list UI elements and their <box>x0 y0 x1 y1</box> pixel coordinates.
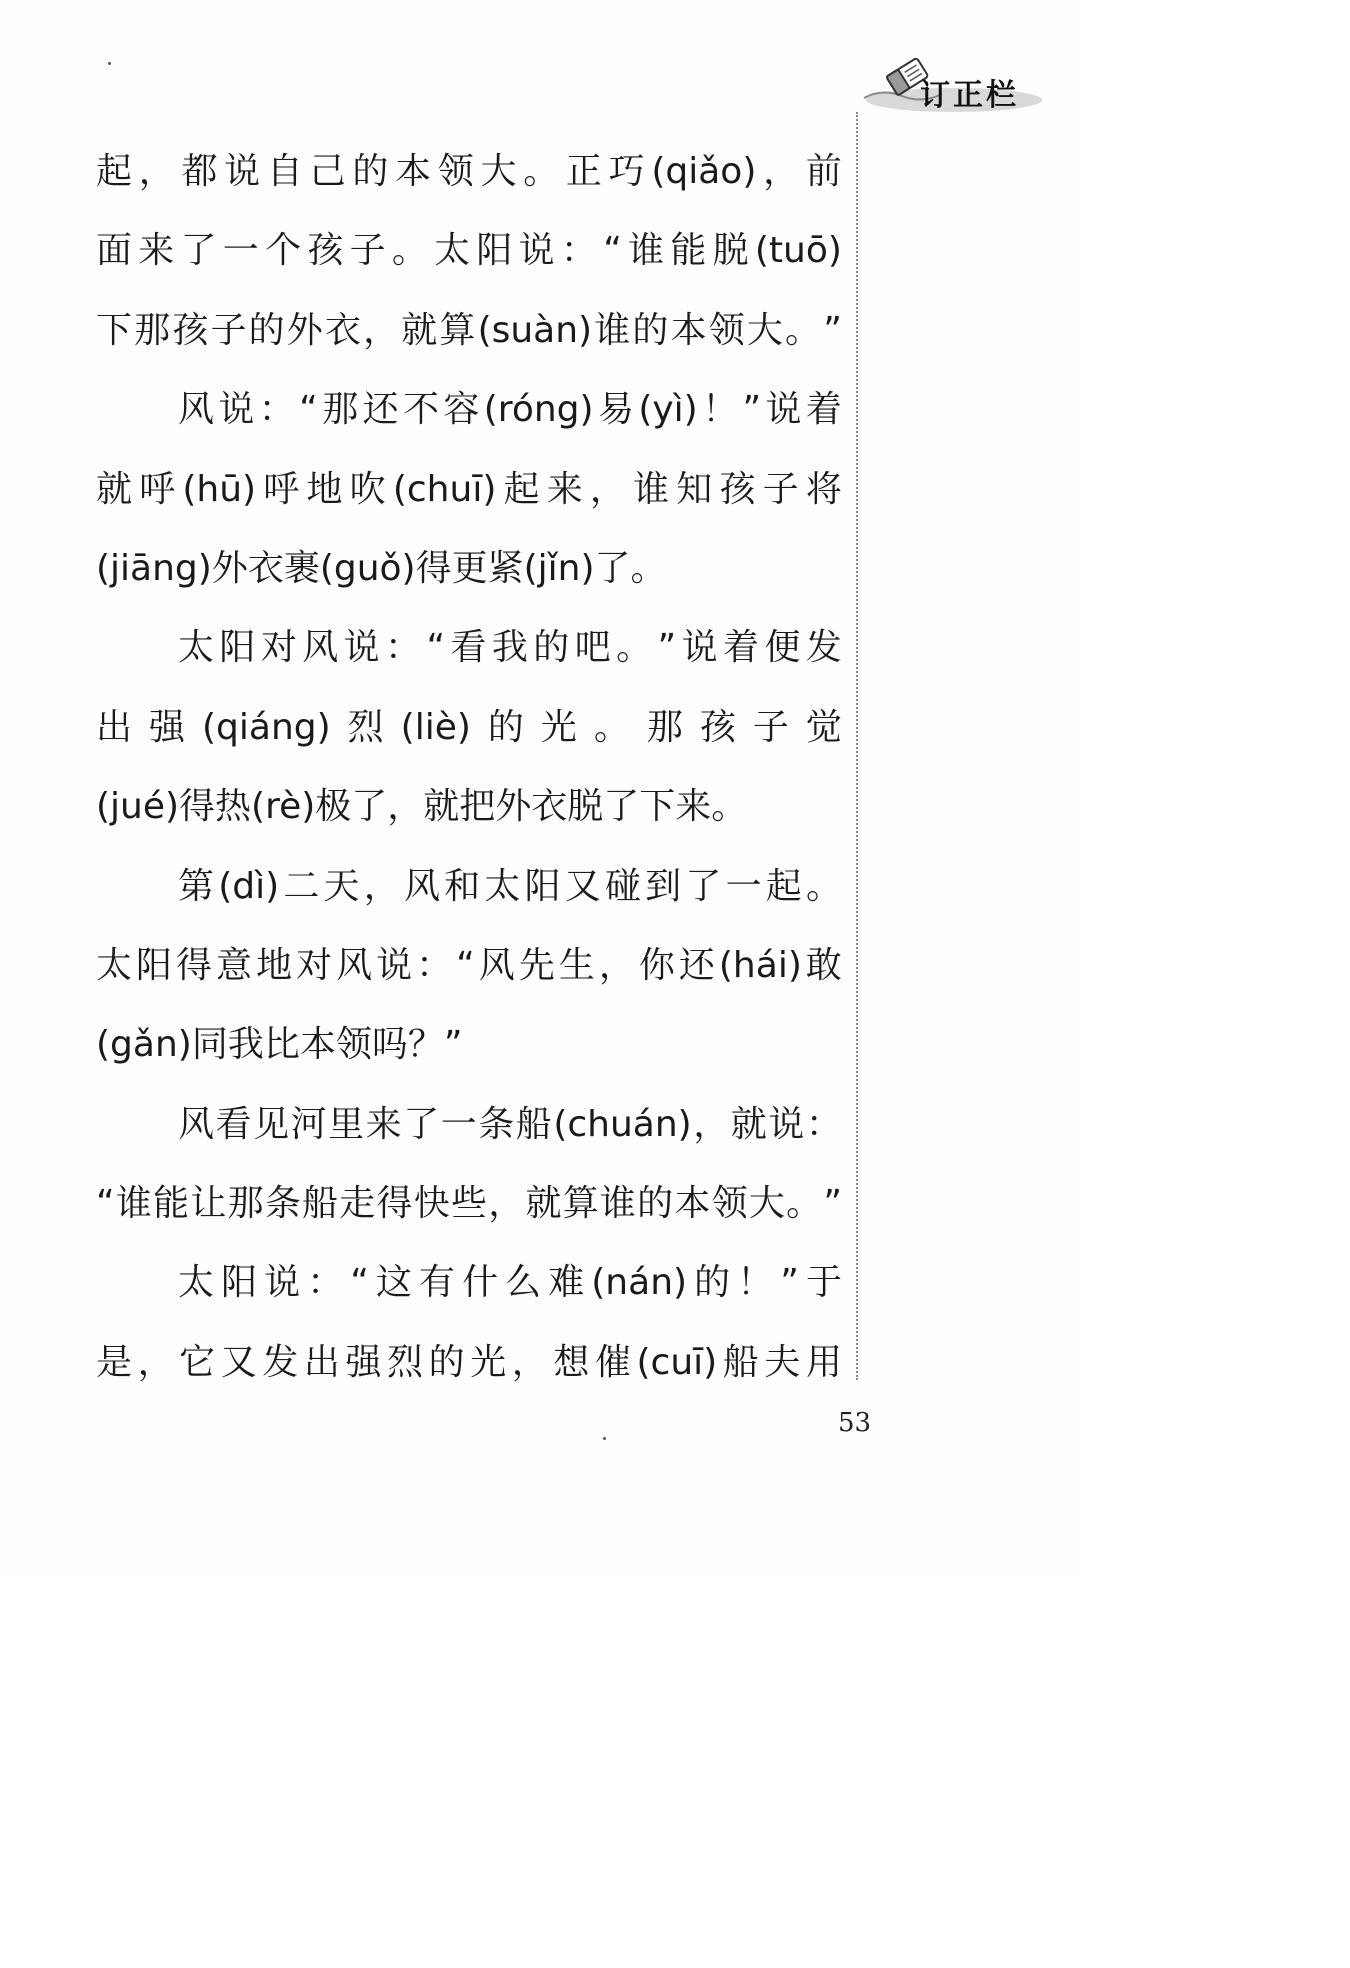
text-line: (jiāng)外衣裹(guǒ)得更紧(jǐn)了。 <box>96 547 667 589</box>
text-line: 就 呼 (hū) 呼 地 吹 (chuī) 起 来 ， 谁 知 孩 子 将 <box>96 468 842 510</box>
text-line: 下 那 孩 子 的 外 衣 ， 就 算 (suàn) 谁 的 本 领 大 。 ” <box>96 309 842 351</box>
text-line: 出 强 (qiáng) 烈 (liè) 的 光 。 那 孩 子 觉 <box>96 706 842 748</box>
text-line: 是 ， 它 又 发 出 强 烈 的 光 ， 想 催 (cuī) 船 夫 用 <box>96 1341 842 1383</box>
text-line: 起 ， 都 说 自 己 的 本 领 大 。 正 巧 (qiǎo) ， 前 <box>96 151 842 192</box>
text-line: 风 看 见 河 里 来 了 一 条 船 (chuán) ， 就 说 ： <box>178 1103 842 1145</box>
text-line: 面 来 了 一 个 孩 子 。 太 阳 说 ： “ 谁 能 脱 (tuō) <box>96 230 842 272</box>
text-line: (jué)得热(rè)极了，就把外衣脱了下来。 <box>96 786 748 828</box>
page-number: 53 <box>838 1408 872 1438</box>
text-line: (gǎn)同我比本领吗？” <box>96 1024 463 1066</box>
story-text <box>96 132 842 1402</box>
text-line: 太 阳 得 意 地 对 风 说 ： “ 风 先 生 ， 你 还 (hái) 敢 <box>96 944 842 986</box>
text-line: 太 阳 说 ： “ 这 有 什 么 难 (nán) 的 ！ ” 于 <box>178 1262 842 1304</box>
text-line: 太 阳 对 风 说 ： “ 看 我 的 吧 。 ” 说 着 便 发 <box>178 627 842 669</box>
text-line: 第 (dì) 二 天 ， 风 和 太 阳 又 碰 到 了 一 起 。 <box>178 865 842 907</box>
correction-column-header <box>862 52 1052 118</box>
scan-speck <box>603 1437 606 1440</box>
scan-speck <box>108 62 111 65</box>
text-line: 风 说 ： “ 那 还 不 容 (róng) 易 (yì) ！ ” 说 着 <box>178 389 842 431</box>
correction-column-label: 订正栏 <box>920 78 1019 113</box>
text-line: “ 谁 能 让 那 条 船 走 得 快 些 ， 就 算 谁 的 本 领 大 。 ” <box>96 1183 842 1225</box>
margin-dotted-rule <box>856 112 858 1380</box>
